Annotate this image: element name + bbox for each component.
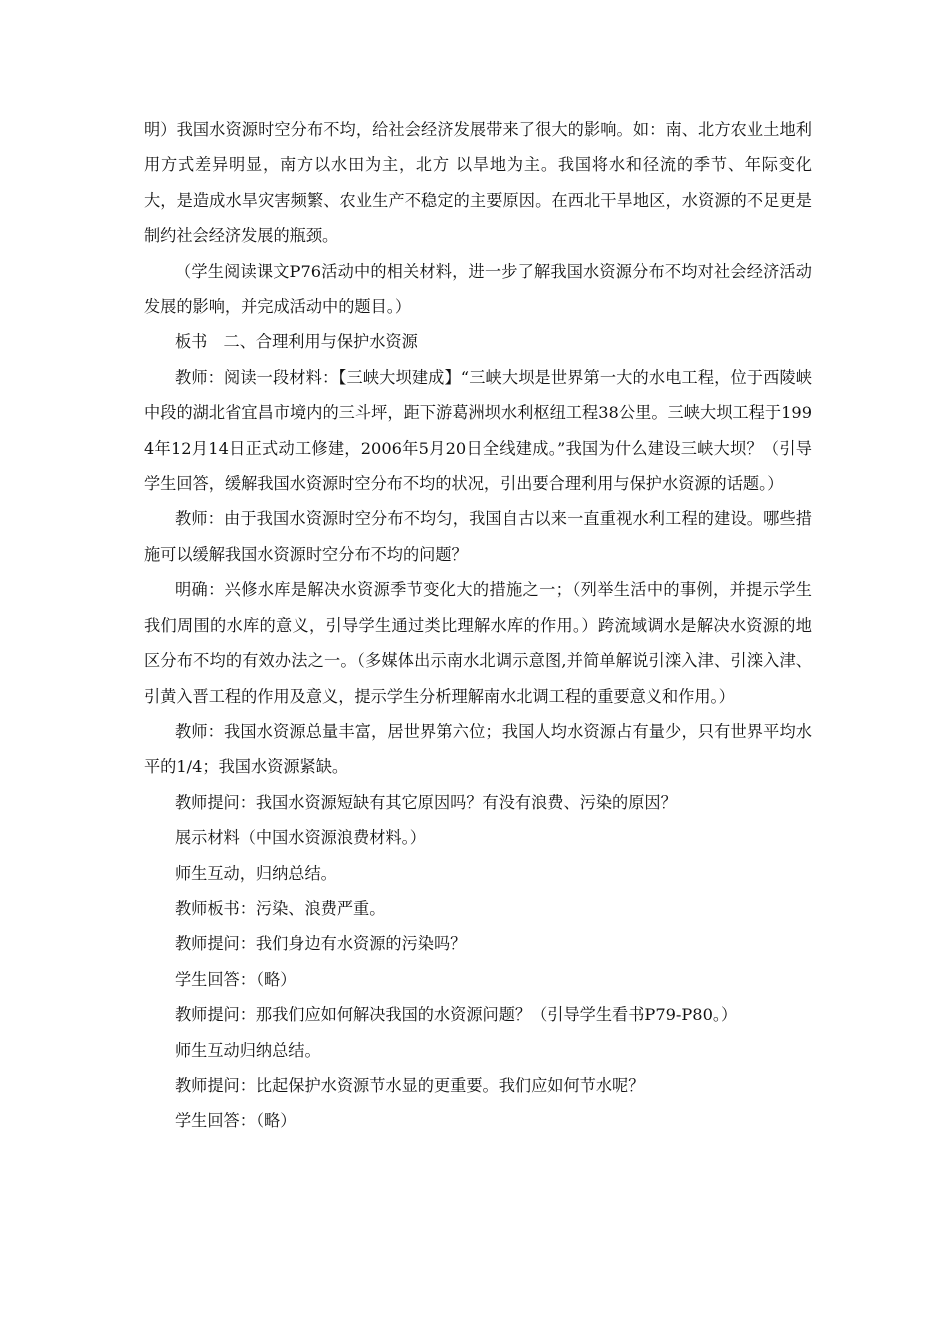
paragraph-student-answer-1: 学生回答：（略） xyxy=(175,969,297,989)
paragraph-saving-question: 教师提问：比起保护水资源节水显的更重要。我们应如何节水呢？ xyxy=(175,1075,645,1095)
paragraph-student-answer-2: 学生回答：（略） xyxy=(175,1111,297,1131)
paragraph-continuation: 明）我国水资源时空分布不均，给社会经济发展带来了很大的影响。如：南、北方农业土地利用方式差异明显，南方以水田为主，北方 以旱地为主。我国将水和径流的季节、年际变化大，是造成水旱灾害频繁、农业生产不稳定的主要原因。在西北干旱地区，水资源的不足更是制约社会经济发展的瓶颈。 xyxy=(144,120,812,246)
paragraph-interaction-2: 师生互动归纳总结。 xyxy=(175,1040,321,1060)
paragraph-interaction-1: 师生互动，归纳总结。 xyxy=(175,863,337,883)
paragraph-student-reading: （学生阅读课文P76活动中的相关材料，进一步了解我国水资源分布不均对社会经济活动发展的影响，并完成活动中的题目。） xyxy=(144,261,812,317)
paragraph-three-gorges: 教师：阅读一段材料：【三峡大坝建成】“三峡大坝是世界第一大的水电工程，位于西陵峡中段的湖北省宜昌市境内的三斗坪，距下游葛洲坝水利枢纽工程38公里。三峡大坝工程于1994年12月14日正式动工修建，2006年5月20日全线建成。”我国为什么建设三峡大坝？（引导学生回答，缓解我国水资源时空分布不均的状况，引出要合理利用与保护水资源的话题。） xyxy=(144,367,812,494)
paragraph-board-heading: 板书 二、合理利用与保护水资源 xyxy=(175,332,418,352)
paragraph-board-pollution: 教师板书：污染、浪费严重。 xyxy=(175,898,386,918)
paragraph-pollution-question: 教师提问：我们身边有水资源的污染吗？ xyxy=(175,934,467,954)
document-page xyxy=(144,112,812,1139)
paragraph-water-total: 教师：我国水资源总量丰富，居世界第六位；我国人均水资源占有量少，只有世界平均水平的1/4；我国水资源紧缺。 xyxy=(144,721,812,777)
paragraph-shortage-question: 教师提问：我国水资源短缺有其它原因吗？有没有浪费、污染的原因？ xyxy=(175,792,677,812)
paragraph-clarification: 明确：兴修水库是解决水资源季节变化大的措施之一；（列举生活中的事例，并提示学生我们周围的水库的意义，引导学生通过类比理解水库的作用。）跨流域调水是解决水资源的地区分布不均的有效办法之一。（多媒体出示南水北调示意图,并简单解说引滦入津、引滦入津、引黄入晋工程的作用及意义，提示学生分析理解南水北调工程的重要意义和作用。） xyxy=(144,580,812,706)
paragraph-solution-question: 教师提问：那我们应如何解决我国的水资源问题？（引导学生看书P79-P80。） xyxy=(175,1005,738,1025)
paragraph-measures-question: 教师：由于我国水资源时空分布不均匀，我国自古以来一直重视水利工程的建设。哪些措施可以缓解我国水资源时空分布不均的问题？ xyxy=(144,509,812,564)
paragraph-show-material: 展示材料（中国水资源浪费材料。） xyxy=(175,828,426,848)
